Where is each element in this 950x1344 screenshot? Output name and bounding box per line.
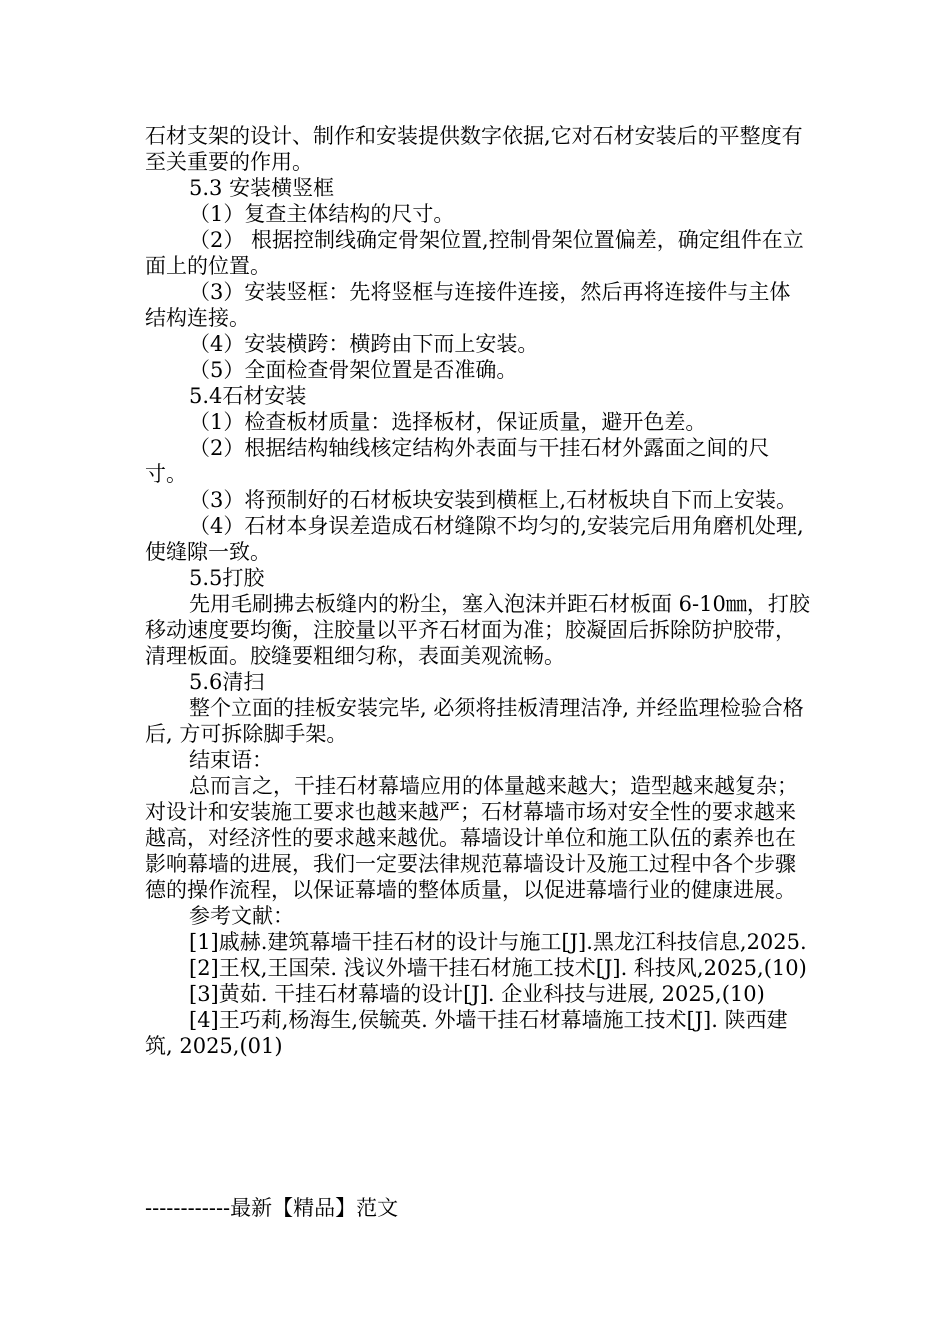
list-item-5-4-4: （4）石材本身误差造成石材缝隙不均匀的,安装完后用角磨机处理,使缝隙一致。	[145, 514, 804, 564]
list-item-5-4-2: （2）根据结构轴线核定结构外表面与干挂石材外露面之间的尺寸。	[145, 436, 770, 486]
section-heading-5-6: 5.6清扫	[189, 670, 265, 694]
paragraph-5-5: 先用毛刷拂去板缝内的粉尘，塞入泡沫并距石材板面 6-10㎜，打胶移动速度要均衡，注胶量以平齐石材面为准；胶凝固后拆除防护胶带，清理板面。胶缝要粗细匀称，表面美观流畅。	[145, 592, 810, 668]
paragraph-intro-continuation: 石材支架的设计、制作和安装提供数字依据,它对石材安装后的平整度有至关重要的作用。	[145, 124, 803, 174]
section-heading-5-5: 5.5打胶	[189, 566, 265, 590]
list-item-5-3-4: （4）安装横跨：横跨由下而上安装。	[189, 332, 539, 356]
list-item-5-4-3: （3）将预制好的石材板块安装到横框上,石材板块自下而上安装。	[189, 488, 798, 512]
list-item-5-4-1: （1）检查板材质量：选择板材，保证质量，避开色差。	[189, 410, 707, 434]
document-body	[145, 123, 810, 1059]
footer-tagline: ------------最新【精品】范文	[145, 1196, 399, 1220]
reference-item-4: [4]王巧莉,杨海生,侯毓英. 外墙干挂石材幕墙施工技术[J]. 陕西建筑, 2025,(01)	[145, 1008, 788, 1058]
list-item-5-3-3: （3）安装竖框：先将竖框与连接件连接，然后再将连接件与主体结构连接。	[145, 280, 791, 330]
section-heading-5-4: 5.4石材安装	[189, 384, 307, 408]
paragraph-5-6: 整个立面的挂板安装完毕, 必须将挂板清理洁净, 并经监理检验合格后, 方可拆除脚手架。	[145, 696, 804, 746]
list-item-5-3-1: （1）复查主体结构的尺寸。	[189, 202, 455, 226]
conclusion-heading: 结束语：	[189, 748, 273, 772]
reference-item-3: [3]黄茹. 干挂石材幕墙的设计[J]. 企业科技与进展, 2025,(10)	[189, 982, 765, 1006]
reference-item-1: [1]戚赫.建筑幕墙干挂石材的设计与施工[J].黑龙江科技信息,2025.	[189, 930, 807, 954]
references-heading: 参考文献：	[189, 904, 294, 928]
list-item-5-3-5: （5）全面检查骨架位置是否准确。	[189, 358, 518, 382]
reference-item-2: [2]王权,王国荣. 浅议外墙干挂石材施工技术[J]. 科技风,2025,(10)	[189, 956, 807, 980]
section-heading-5-3: 5.3 安装横竖框	[189, 176, 335, 200]
conclusion-paragraph: 总而言之，干挂石材幕墙应用的体量越来越大；造型越来越复杂；对设计和安装施工要求也越来越严；石材幕墙市场对安全性的要求越来越高，对经济性的要求越来越优。幕墙设计单位和施工队伍的素养也在影响幕墙的进展，我们一定要法律规范幕墙设计及施工过程中各个步骤德的操作流程，以保证幕墙的整体质量，以促进幕墙行业的健康进展。	[145, 774, 798, 902]
list-item-5-3-2: （2） 根据控制线确定骨架位置,控制骨架位置偏差，确定组件在立面上的位置。	[145, 228, 804, 278]
